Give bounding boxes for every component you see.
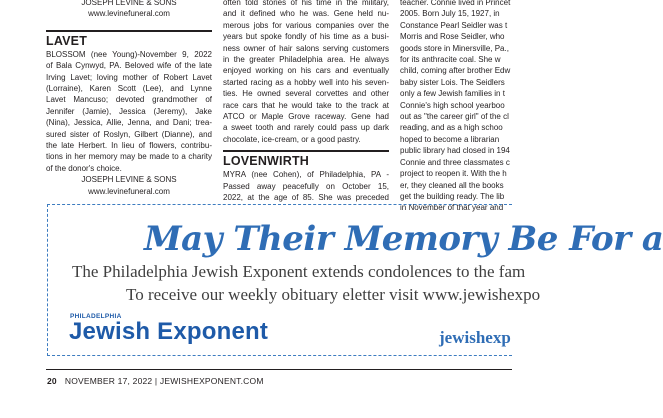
section-rule — [223, 150, 389, 152]
obituary-line: get the building ready. The lib — [400, 191, 505, 201]
ad-eletter-text: To receive our weekly obituary eletter visit www.jewishexpo — [126, 285, 541, 304]
obituary-line: Jennifer (Jamie), Jessica (Jeremy), Jake — [46, 106, 212, 116]
obituary-line: teacher. Connie lived in Princet — [400, 0, 511, 7]
obituary-line: goods store in Minersville, Pa., — [400, 43, 509, 53]
obituary-heading-lavet: LAVET — [46, 33, 88, 48]
obituary-line: of the donor's choice. — [46, 163, 122, 173]
logo-philadelphia-text: PHILADELPHIA — [70, 313, 122, 320]
obituary-line: reading, and as a high schoo — [400, 123, 503, 133]
obituary-line: in the greater Philadelphia area. He always — [223, 55, 389, 65]
obituary-line: only a few Jewish families in t — [400, 89, 505, 99]
obituary-line: BLOSSOM (nee Young)-November 9, 2022 — [46, 49, 212, 59]
footer-rule — [46, 369, 512, 370]
obituary-line: the late Herbert. In lieu of flowers, contribu- — [46, 141, 212, 151]
funeral-home-url: www.levinefuneral.com — [88, 9, 170, 19]
obituary-line: Morris and Rose Seidler, who — [400, 32, 505, 42]
obituary-line: hoped to become a librarian — [400, 134, 500, 144]
obituary-line: MYRA (nee Cohen), of Philadelphia, PA - — [223, 170, 389, 180]
obituary-line: public library had closed in 194 — [400, 146, 510, 156]
obituary-line: Passed away peacefully on October 15, — [223, 181, 389, 191]
obituary-line: a sweet tooth and rarely could pass up dark — [223, 123, 389, 133]
obituary-line: tions in her memory may be made to a charity — [46, 152, 212, 162]
obituary-column-1 — [46, 0, 212, 197]
ad-title: May Their Memory Be For a — [144, 219, 663, 259]
obituary-line: project to reopen it. With the h — [400, 169, 507, 179]
obituary-line: baby sister Lois. The Seidlers — [400, 77, 505, 87]
obituary-line: Constance Pearl Seidler was t — [400, 20, 508, 30]
obituary-line: out as "the career girl" of the cl — [400, 112, 509, 122]
funeral-home-url: www.levinefuneral.com — [88, 186, 170, 196]
obituary-line: Connie's high school yearboo — [400, 100, 505, 110]
obituary-line: started racing as a hobby well into his seven- — [223, 77, 389, 87]
obituary-line: er, they cleaned all the books — [400, 180, 504, 190]
obituary-line: in November of that year and — [400, 203, 504, 213]
obituary-line: 2005. Born July 15, 1927, in — [400, 9, 500, 19]
ad-website-url: jewishexp — [439, 328, 511, 347]
obituary-line: ATCO or Maple Grove raceway. Gene had — [223, 112, 389, 122]
obituary-line: child, coming after brother Edw — [400, 66, 511, 76]
footer-date-site: NOVEMBER 17, 2022 | JEWISHEXPONENT.COM — [64, 376, 264, 386]
obituary-line: Irving Lavet; loving mother of Robert Lavet — [46, 72, 212, 82]
obituary-line: (Nina), Jessica, Allie, Jenna, and Dani; trea- — [46, 118, 212, 128]
obituary-line: (Lorraine), Karen Scott (Lee), and Lynne — [46, 84, 212, 94]
funeral-home-name: JOSEPH LEVINE & SONS — [81, 0, 177, 7]
obituary-line: of Bala Cynwyd, PA. Beloved wife of the late — [46, 61, 212, 71]
obituary-line: enjoyed working on his cars and eventually — [223, 66, 389, 76]
jewish-exponent-logo: Jewish Exponent — [69, 318, 269, 345]
obituary-line: Connie and three classmates c — [400, 157, 510, 167]
condolence-ad — [47, 204, 663, 356]
obituary-line: ties. He owned several corvettes and other — [223, 89, 389, 99]
obituary-line: chocolate, ice-cream, or a good pastry. — [223, 134, 361, 144]
obituary-line: for its anthracite coal. She w — [400, 55, 501, 65]
obituary-line: years but spoke fondly of his time as a busi- — [223, 32, 389, 42]
section-rule — [46, 30, 212, 32]
ad-condolence-text: The Philadelphia Jewish Exponent extends condolences to the fam — [72, 262, 526, 281]
page-number: 20 — [47, 376, 57, 386]
page-footer — [47, 376, 264, 386]
obituary-line: ness owner of hair salons serving customers — [223, 43, 389, 53]
obituary-line: race cars that he would take to the track at — [223, 100, 389, 110]
obituary-heading-lovenwirth: LOVENWIRTH — [223, 154, 310, 169]
obituary-column-3 — [400, 0, 512, 214]
obituary-line: often told stories of his time in the military, — [223, 0, 389, 7]
funeral-home-name: JOSEPH LEVINE & SONS — [81, 175, 177, 185]
obituary-column-2 — [223, 0, 389, 204]
obituary-line: and it defined who he was. Gene held nu- — [223, 9, 389, 19]
obituary-line: Lavet Mancuso; devoted grandmother of — [46, 95, 212, 105]
obituary-line: 2022, at the age of 85. She was preceded — [223, 193, 389, 203]
obituary-line: merous jobs for various companies over the — [223, 20, 389, 30]
obituary-line: sured sister of Roslyn, Gilbert (Dianne), and — [46, 129, 212, 139]
